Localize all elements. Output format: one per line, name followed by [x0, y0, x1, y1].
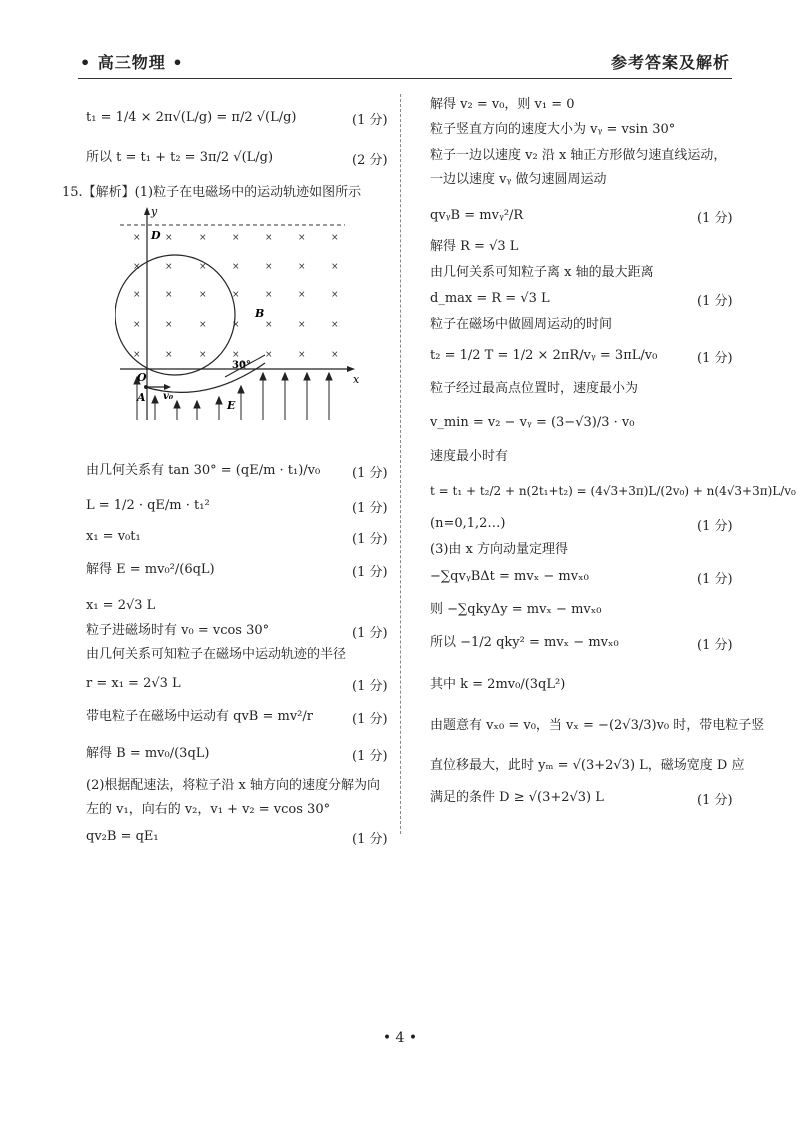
eq-vmin: v_min = v₂ − vᵧ = (3−√3)/3 · v₀: [430, 415, 635, 430]
field-x-mark: ×: [331, 290, 339, 300]
field-x-mark: ×: [133, 290, 141, 300]
label-v0: v₀: [163, 391, 174, 402]
field-x-mark: ×: [199, 262, 207, 272]
text-max-distance: 由几何关系可知粒子离 x 轴的最大距离: [430, 265, 654, 280]
field-x-mark: ×: [265, 262, 273, 272]
eq-sum-ky: 则 −∑qkyΔy = mvₓ − mvₓ₀: [430, 602, 602, 617]
score: (1 分): [352, 712, 388, 727]
field-x-mark: ×: [232, 350, 240, 360]
eq-k: 其中 k = 2mv₀/(3qL²): [430, 677, 566, 692]
field-x-mark: ×: [265, 320, 273, 330]
score: (1 分): [697, 638, 733, 653]
eq-t1: t₁ = 1/4 × 2π√(L/g) = π/2 √(L/g): [86, 110, 297, 125]
score: (1 分): [697, 211, 733, 226]
eq-qv2B: qv₂B = qE₁: [86, 829, 159, 844]
field-x-mark: ×: [331, 350, 339, 360]
e-field-arrowhead: [194, 401, 200, 408]
point-A: [144, 385, 148, 389]
eq-R: 解得 R = √3 L: [430, 239, 519, 254]
field-x-mark: ×: [199, 233, 207, 243]
text-motion-b: 一边以速度 vᵧ 做匀速圆周运动: [430, 172, 607, 187]
field-x-mark: ×: [298, 262, 306, 272]
label-E: E: [227, 399, 236, 412]
eq-qvyB: qvᵧB = mvᵧ²/R: [430, 208, 524, 223]
field-x-mark: ×: [165, 350, 173, 360]
e-field-arrowhead: [152, 396, 158, 403]
score: (1 分): [352, 749, 388, 764]
field-x-mark: ×: [165, 262, 173, 272]
eq-D-condition: 满足的条件 D ≥ √(3+2√3) L: [430, 790, 604, 805]
eq-t2: t₂ = 1/2 T = 1/2 × 2πR/vᵧ = 3πL/v₀: [430, 348, 658, 363]
eq-t-general: t = t₁ + t₂/2 + n(2t₁+t₂) = (4√3+3π)L/(2v₀) + n(4√3+3π)L/v₀: [430, 484, 796, 498]
score: (1 分): [352, 679, 388, 694]
eq-dmax: d_max = R = √3 L: [430, 291, 550, 306]
score: (1 分): [352, 466, 388, 481]
header-subject: • 高三物理 •: [80, 53, 184, 72]
field-x-mark: ×: [331, 320, 339, 330]
eq-r: r = x₁ = 2√3 L: [86, 676, 181, 691]
e-field-arrowhead: [216, 397, 222, 404]
text-part3: (3)由 x 方向动量定理得: [430, 542, 569, 557]
header-title: 参考答案及解析: [610, 53, 730, 72]
label-A: A: [137, 391, 146, 404]
column-divider: [400, 94, 401, 834]
label-y: y: [151, 205, 158, 218]
field-x-mark: ×: [199, 290, 207, 300]
text-when-min: 速度最小时有: [430, 449, 509, 464]
field-x-mark: ×: [298, 233, 306, 243]
e-field-arrowhead: [326, 373, 332, 380]
magnetic-field-crosses: [133, 233, 339, 360]
score: (1 分): [352, 532, 388, 547]
text-condition-b: 直位移最大，此时 yₘ = √(3+2√3) L，磁场宽度 D 应: [430, 758, 745, 773]
field-x-mark: ×: [298, 350, 306, 360]
eq-qvB: 带电粒子在磁场中运动有 qvB = mv²/r: [86, 709, 313, 724]
score: (1 分): [352, 501, 388, 516]
e-field-arrowhead: [260, 373, 266, 380]
eq-impulse: −∑qvᵧBΔt = mvₓ − mvₓ₀: [430, 569, 589, 584]
e-field-arrowhead: [238, 386, 244, 393]
score: (1 分): [697, 294, 733, 309]
field-x-mark: ×: [199, 350, 207, 360]
label-x: x: [353, 373, 360, 386]
e-field-arrowhead: [282, 373, 288, 380]
field-x-mark: ×: [232, 290, 240, 300]
text-part2-b: 左的 v₁，向右的 v₂，v₁ + v₂ = vcos 30°: [86, 802, 331, 817]
field-x-mark: ×: [265, 233, 273, 243]
eq-tan30: 由几何关系有 tan 30° = (qE/m · t₁)/v₀: [86, 463, 321, 478]
text-min-speed: 粒子经过最高点位置时，速度最小为: [430, 381, 639, 396]
v0-arrowhead: [164, 384, 171, 390]
label-angle: 30°: [232, 360, 251, 371]
field-x-mark: ×: [165, 320, 173, 330]
score: (2 分): [352, 153, 388, 168]
header-rule: [78, 78, 732, 79]
label-O: O: [137, 371, 147, 384]
text-condition-a: 由题意有 vₓ₀ = v₀，当 vₓ = −(2√3/3)v₀ 时，带电粒子竖: [430, 718, 765, 733]
label-B: B: [255, 307, 265, 320]
field-x-mark: ×: [298, 320, 306, 330]
field-x-mark: ×: [232, 320, 240, 330]
field-x-mark: ×: [232, 262, 240, 272]
field-x-mark: ×: [232, 233, 240, 243]
score: (1 分): [352, 565, 388, 580]
text-radius: 由几何关系可知粒子在磁场中运动轨迹的半径: [86, 647, 347, 662]
score: (1 分): [697, 351, 733, 366]
text-time: 粒子在磁场中做圆周运动的时间: [430, 317, 613, 332]
field-x-mark: ×: [298, 290, 306, 300]
text-motion-a: 粒子一边以速度 v₂ 沿 x 轴正方形做匀速直线运动，: [430, 148, 727, 163]
text-part2-a: (2)根据配速法，将粒子沿 x 轴方向的速度分解为向: [86, 778, 381, 793]
field-x-mark: ×: [165, 290, 173, 300]
e-field-arrowhead: [304, 373, 310, 380]
eq-E: 解得 E = mv₀²/(6qL): [86, 562, 215, 577]
score: (1 分): [352, 113, 388, 128]
e-field-arrowhead: [174, 401, 180, 408]
eq-vy: 粒子竖直方向的速度大小为 vᵧ = vsin 30°: [430, 122, 676, 137]
eq-B: 解得 B = mv₀/(3qL): [86, 746, 210, 761]
trajectory-figure: [115, 205, 365, 430]
y-axis-arrow: [144, 207, 150, 215]
field-x-mark: ×: [165, 233, 173, 243]
field-x-mark: ×: [331, 233, 339, 243]
eq-x1: x₁ = v₀t₁: [86, 529, 141, 544]
field-x-mark: ×: [133, 262, 141, 272]
field-x-mark: ×: [133, 350, 141, 360]
eq-v2: 解得 v₂ = v₀，则 v₁ = 0: [430, 97, 575, 112]
field-x-mark: ×: [265, 290, 273, 300]
score: (1 分): [697, 519, 733, 534]
label-D: D: [151, 229, 161, 242]
score: (1 分): [352, 626, 388, 641]
page-number: • 4 •: [382, 1030, 418, 1046]
eq-L: L = 1/2 · qE/m · t₁²: [86, 498, 210, 513]
x-axis-arrow: [347, 366, 355, 372]
score: (1 分): [697, 793, 733, 808]
field-x-mark: ×: [199, 320, 207, 330]
field-x-mark: ×: [133, 320, 141, 330]
eq-t-total: 所以 t = t₁ + t₂ = 3π/2 √(L/g): [86, 150, 274, 165]
field-x-mark: ×: [265, 350, 273, 360]
field-x-mark: ×: [133, 233, 141, 243]
question-15-heading: 15.【解析】(1)粒子在电磁场中的运动轨迹如图所示: [62, 185, 362, 200]
eq-x1-value: x₁ = 2√3 L: [86, 598, 156, 613]
eq-n-values: (n=0,1,2…): [430, 516, 506, 531]
field-x-mark: ×: [331, 262, 339, 272]
eq-v0: 粒子进磁场时有 v₀ = vcos 30°: [86, 623, 270, 638]
score: (1 分): [697, 572, 733, 587]
score: (1 分): [352, 832, 388, 847]
eq-integrated: 所以 −1/2 qky² = mvₓ − mvₓ₀: [430, 635, 619, 650]
